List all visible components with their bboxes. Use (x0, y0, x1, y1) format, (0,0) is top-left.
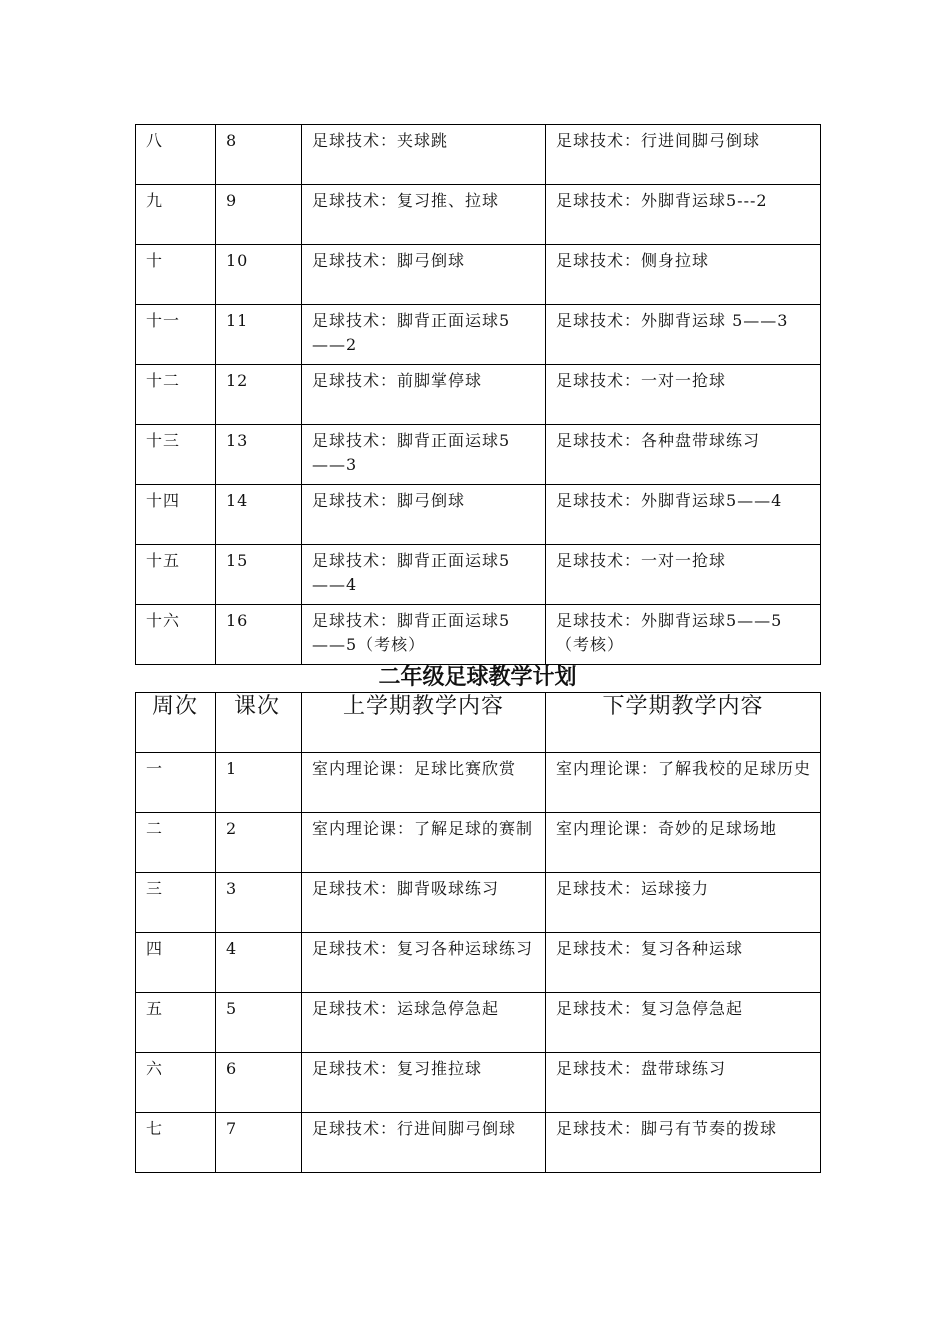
first-term-content-cell: 足球技术：脚背正面运球5——2 (302, 305, 546, 365)
lesson-cell: 10 (216, 245, 302, 305)
week-cell: 十五 (136, 545, 216, 605)
lesson-cell: 6 (216, 1053, 302, 1113)
lesson-cell: 9 (216, 185, 302, 245)
week-cell: 一 (136, 753, 216, 813)
second-term-content-cell: 足球技术：复习各种运球 (546, 933, 821, 993)
week-cell: 十一 (136, 305, 216, 365)
table-row (136, 185, 821, 245)
header-lesson: 课次 (216, 693, 302, 753)
week-cell: 十三 (136, 425, 216, 485)
table-row (136, 305, 821, 365)
week-cell: 十 (136, 245, 216, 305)
second-term-content-cell: 足球技术：外脚背运球5---2 (546, 185, 821, 245)
header-week: 周次 (136, 693, 216, 753)
second-term-content-cell: 足球技术：运球接力 (546, 873, 821, 933)
week-cell: 七 (136, 1113, 216, 1173)
lesson-cell: 5 (216, 993, 302, 1053)
second-term-content-cell: 足球技术：复习急停急起 (546, 993, 821, 1053)
first-term-content-cell: 足球技术：夹球跳 (302, 125, 546, 185)
first-term-content-cell: 足球技术：脚弓倒球 (302, 245, 546, 305)
table-row (136, 245, 821, 305)
lesson-cell: 16 (216, 605, 302, 665)
week-cell: 四 (136, 933, 216, 993)
first-term-content-cell: 足球技术：行进间脚弓倒球 (302, 1113, 546, 1173)
lesson-cell: 2 (216, 813, 302, 873)
second-term-content-cell: 足球技术：行进间脚弓倒球 (546, 125, 821, 185)
lesson-cell: 15 (216, 545, 302, 605)
first-term-content-cell: 足球技术：复习推、拉球 (302, 185, 546, 245)
lesson-cell: 4 (216, 933, 302, 993)
first-term-content-cell: 足球技术：脚弓倒球 (302, 485, 546, 545)
second-term-content-cell: 足球技术：一对一抢球 (546, 365, 821, 425)
table-row (136, 605, 821, 665)
table-row (136, 933, 821, 993)
second-term-content-cell: 足球技术：外脚背运球 5——3 (546, 305, 821, 365)
table-row (136, 125, 821, 185)
table-row (136, 873, 821, 933)
first-term-content-cell: 足球技术：复习各种运球练习 (302, 933, 546, 993)
header-first-term-content: 上学期教学内容 (302, 693, 546, 753)
second-term-content-cell: 足球技术：一对一抢球 (546, 545, 821, 605)
lesson-cell: 12 (216, 365, 302, 425)
week-cell: 五 (136, 993, 216, 1053)
lesson-cell: 3 (216, 873, 302, 933)
lesson-cell: 13 (216, 425, 302, 485)
week-cell: 二 (136, 813, 216, 873)
lesson-cell: 7 (216, 1113, 302, 1173)
first-term-content-cell: 足球技术：脚背正面运球5——3 (302, 425, 546, 485)
second-term-content-cell: 室内理论课：奇妙的足球场地 (546, 813, 821, 873)
first-term-content-cell: 足球技术：脚背吸球练习 (302, 873, 546, 933)
week-cell: 十二 (136, 365, 216, 425)
first-term-content-cell: 足球技术：前脚掌停球 (302, 365, 546, 425)
second-term-content-cell: 足球技术：侧身拉球 (546, 245, 821, 305)
first-term-content-cell: 足球技术：脚背正面运球5——4 (302, 545, 546, 605)
week-cell: 六 (136, 1053, 216, 1113)
table-row (136, 365, 821, 425)
table-row (136, 545, 821, 605)
first-term-content-cell: 室内理论课：足球比赛欣赏 (302, 753, 546, 813)
table-row (136, 993, 821, 1053)
first-term-content-cell: 足球技术：复习推拉球 (302, 1053, 546, 1113)
week-cell: 三 (136, 873, 216, 933)
second-term-content-cell: 足球技术：各种盘带球练习 (546, 425, 821, 485)
lesson-cell: 14 (216, 485, 302, 545)
second-term-content-cell: 足球技术：外脚背运球5——5（考核） (546, 605, 821, 665)
lesson-cell: 8 (216, 125, 302, 185)
page-title: 二年级足球教学计划 (378, 665, 577, 690)
first-term-content-cell: 室内理论课：了解足球的赛制 (302, 813, 546, 873)
second-term-content-cell: 室内理论课：了解我校的足球历史 (546, 753, 821, 813)
first-term-content-cell: 足球技术：脚背正面运球5——5（考核） (302, 605, 546, 665)
table-row (136, 813, 821, 873)
table-header-row (136, 693, 821, 753)
table-row (136, 1113, 821, 1173)
first-grade-plan-table-continued (135, 124, 821, 665)
header-second-term-content: 下学期教学内容 (546, 693, 821, 753)
week-cell: 十四 (136, 485, 216, 545)
second-grade-plan-table (135, 692, 821, 1173)
table-row (136, 485, 821, 545)
first-term-content-cell: 足球技术：运球急停急起 (302, 993, 546, 1053)
second-term-content-cell: 足球技术：外脚背运球5——4 (546, 485, 821, 545)
table-row (136, 753, 821, 813)
week-cell: 八 (136, 125, 216, 185)
week-cell: 九 (136, 185, 216, 245)
second-term-content-cell: 足球技术：脚弓有节奏的拨球 (546, 1113, 821, 1173)
second-term-content-cell: 足球技术：盘带球练习 (546, 1053, 821, 1113)
lesson-cell: 11 (216, 305, 302, 365)
table-row (136, 425, 821, 485)
table-row (136, 1053, 821, 1113)
lesson-cell: 1 (216, 753, 302, 813)
week-cell: 十六 (136, 605, 216, 665)
